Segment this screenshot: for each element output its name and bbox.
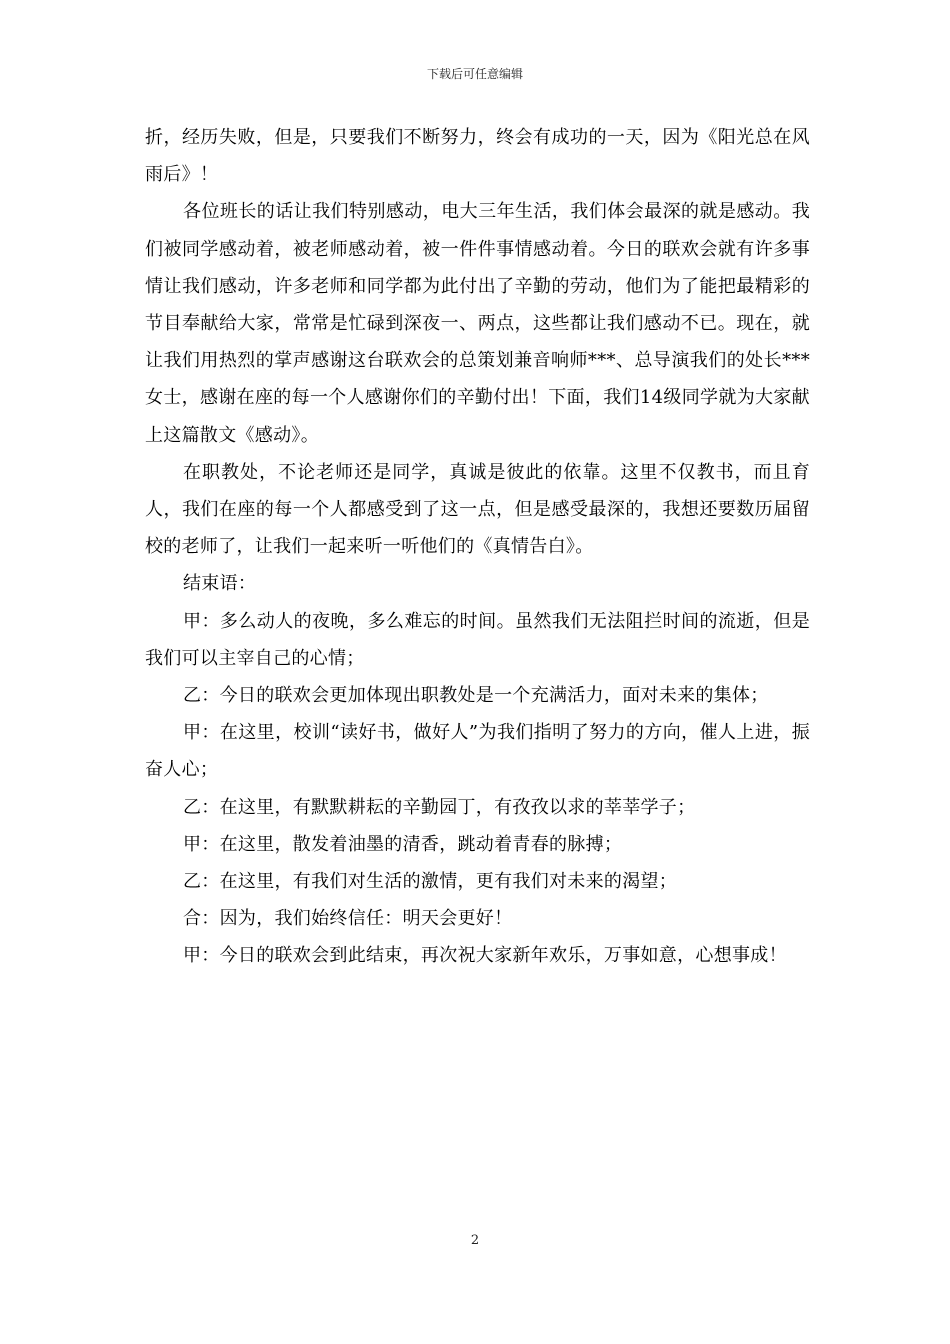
paragraph-2: 各位班长的话让我们特别感动，电大三年生活，我们体会最深的就是感动。我们被同学感动着，被老师感动着，被一件件事情感动着。今日的联欢会就有许多事情让我们感动，许多老师和同学都为此付出了辛勤的劳动，他们为了能把最精彩的节目奉献给大家，常常是忙碌到深夜一、两点，这些都让我们感动不已。现在，就让我们用热烈的掌声感谢这台联欢会的总策划兼音响师***、总导演我们的处长***女士，感谢在座的每一个人感谢你们的辛勤付出！下面，我们14级同学就为大家献上这篇散文《感动》。 [145,201,810,446]
dialogue-line-2: 乙：今日的联欢会更加体现出职教处是一个充满活力，面对未来的集体； [183,685,769,707]
dialogue-line-5: 甲：在这里，散发着油墨的清香，跳动着青春的脉搏； [183,833,623,855]
page-header: 下载后可任意编辑 [426,67,523,81]
dialogue-line-6: 乙：在这里，有我们对生活的激情，更有我们对未来的渴望； [183,871,678,893]
dialogue-line-1: 甲：多么动人的夜晚，多么难忘的时间。虽然我们无法阻拦时间的流逝，但是我们可以主宰自己的心情； [145,610,810,669]
page-number: 2 [470,1233,480,1248]
closing-heading: 结束语： [183,573,257,595]
dialogue-line-8: 甲：今日的联欢会到此结束，再次祝大家新年欢乐，万事如意，心想事成！ [183,945,787,967]
dialogue-line-4: 乙：在这里，有默默耕耘的辛勤园丁，有孜孜以求的莘莘学子； [183,796,696,818]
paragraph-3: 在职教处，不论老师还是同学，真诚是彼此的依靠。这里不仅教书，而且育人，我们在座的每一个人都感受到了这一点，但是感受最深的，我想还要数历届留校的老师了，让我们一起来听一听他们的《真情告白》。 [145,461,810,558]
document-body [145,119,810,975]
dialogue-line-7: 合：因为，我们始终信任：明天会更好！ [183,908,513,930]
paragraph-1: 折，经历失败，但是，只要我们不断努力，终会有成功的一天，因为《阳光总在风雨后》！ [145,127,810,186]
dialogue-line-3: 甲：在这里，校训“读好书，做好人”为我们指明了努力的方向，催人上进，振奋人心； [145,722,810,781]
